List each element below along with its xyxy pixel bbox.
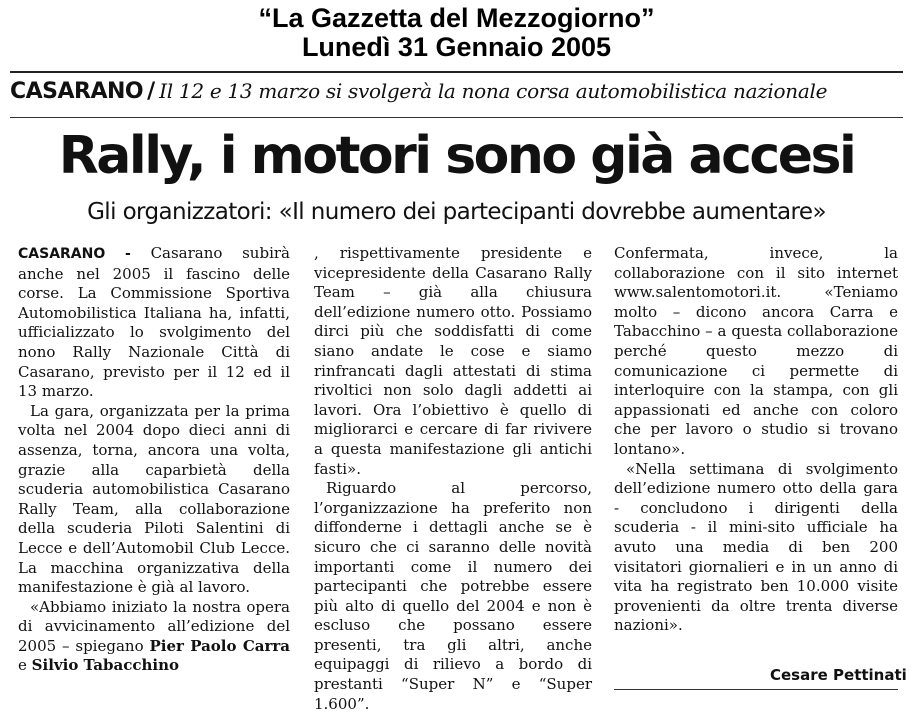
article-paragraph-5: Confermata, invece, la collaborazione con il sito internet www.salentomotori.it. «Teniamo molto – dicono ancora Carra e Tabacchino – a questa collaborazione perché questo mezzo di comunicazione ci permette di interloquire con la stampa, con gli appassionati ed anche con coloro che per lavoro o studio si trovano lontano». — [614, 244, 898, 458]
masthead — [0, 4, 913, 62]
article-paragraph-4: Riguardo al percorso, l’organizzazione ha preferito non diffonderne i dettagli anche se è sicuro che ci saranno delle novità importanti come il numero dei partecipanti che potrebbe essere più alto di quello del 2004 e non è escluso che possano essere presenti, tra gli altri, anche equipaggi di rilievo a bordo di prestanti “Super N” e “Super 1.600”. — [314, 479, 592, 713]
kicker-place: CASARANO — [10, 79, 144, 104]
article-paragraph-2: La gara, organizzata per la prima volta nel 2004 dopo dieci anni di assenza, torna, ancora una volta, grazie alla caparbietà della scuderia automobilistica Casarano Rally Team, alla collaborazione della scuderia Piloti Salentini di Lecce e dell’Automobil Club Lecce. La macchina organizzativa della manifestazione è già al lavoro. — [18, 401, 290, 597]
article-paragraph-3-continued: , rispettivamente presidente e vicepresidente della Casarano Rally Team – già alla chiusura dell’edizione numero otto. Possiamo dirci più che soddisfatti di come siano andate le cose e siamo rinfrancati dagli attestati di stima rivoltici non solo dagli addetti ai lavori. Ora l’obiettivo è quello di migliorarci e cercare di far rivivere a questa manifestazione gli antichi fasti». — [314, 244, 592, 478]
signature-rule — [614, 689, 898, 690]
person-name: Silvio Tabacchino — [31, 656, 179, 675]
article-paragraph-6: «Nella settimana di svolgimento dell’edizione numero otto della gara - concludono i dirigenti della scuderia - il mini-sito ufficiale ha avuto una media di ben 200 visitatori giornalieri e in un anno di vita ha registrato ben 10.000 visite provenienti da oltre trenta diverse nazioni». — [614, 459, 898, 635]
article-subheadline: Gli organizzatori: «Il numero dei partecipanti dovrebbe aumentare» — [87, 199, 826, 225]
publication-date: Lunedì 31 Gennaio 2005 — [301, 32, 612, 62]
article-column-3 — [614, 244, 898, 636]
dateline: CASARANO - — [18, 246, 131, 262]
kicker-separator: / — [147, 79, 156, 104]
article-column-2 — [314, 244, 592, 714]
article-paragraph-3: «Abbiamo iniziato la nostra opera di avvicinamento all’edizione del 2005 – spiegano Pier Paolo Carra e Silvio Tabacchino — [18, 597, 290, 675]
top-rule — [10, 71, 903, 73]
article-paragraph-1: CASARANO - Casarano subirà anche nel 2005 il fascino delle corse. La Commissione Sportiva Automobilistica Italiana ha, infatti, ufficializzato lo svolgimento del nono Rally Nazionale Città di Casarano, previsto per il 12 ed il 13 marzo. — [18, 244, 290, 401]
person-name: Pier Paolo Carra — [149, 636, 290, 655]
newspaper-name: “La Gazzetta del Mezzogiorno” — [258, 3, 655, 33]
kicker-rule — [10, 117, 903, 118]
article-headline: Rally, i motori sono già accesi — [58, 126, 855, 186]
kicker — [10, 79, 903, 115]
article-column-1 — [18, 244, 290, 676]
author-signature: Cesare Pettinati — [770, 666, 907, 684]
kicker-text: Il 12 e 13 marzo si svolgerà la nona corsa automobilistica nazionale — [159, 79, 828, 103]
